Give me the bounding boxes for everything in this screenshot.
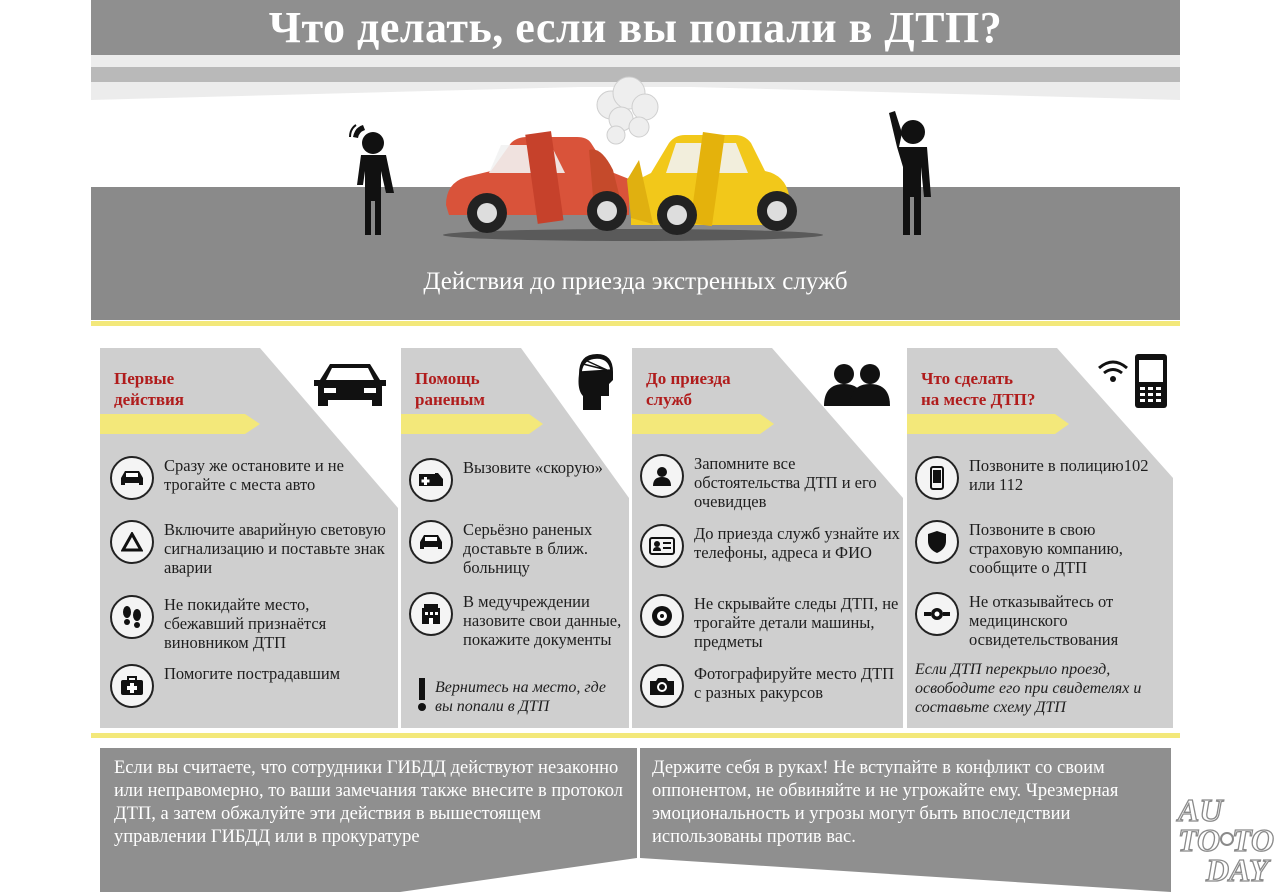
panel-title: До приезда служб	[646, 369, 731, 409]
people-icon	[822, 358, 892, 406]
shield-icon	[915, 520, 959, 564]
list-item: Серьёзно раненых доставьте в ближ. больницу	[409, 520, 624, 577]
yellow-divider-bottom	[91, 733, 1180, 738]
list-item: Помогите пострадавшим	[110, 664, 390, 708]
list-item: Фотографируйте место ДТП с разных ракурсов	[640, 664, 900, 708]
warning-triangle-icon	[110, 520, 154, 564]
clear-road-note: Если ДТП перекрыло проезд, освободите его при свидетелях и составьте схему ДТП	[915, 661, 1142, 716]
panel-before-services	[632, 348, 903, 728]
person-icon	[640, 454, 684, 498]
camera-icon	[640, 664, 684, 708]
yellow-divider-top	[91, 321, 1180, 326]
list-item: Позвоните в полицию102 или 112	[915, 456, 1171, 500]
panel-title: Помощь раненым	[415, 369, 485, 409]
bandaged-head-icon	[573, 350, 615, 410]
panel-title: Первые действия	[114, 369, 185, 409]
footprints-icon	[110, 595, 154, 639]
ambulance-icon	[409, 458, 453, 502]
bottom-left-text: Если вы считаете, что сотрудники ГИБДД действуют незаконно или неправомерно, то ваши замечания также внесите в протокол ДТП, а затем обжалуйте эти действия в вышестоящем управлении ГИБДД или в прокуратуре	[114, 758, 623, 847]
tire-icon	[640, 594, 684, 638]
car-front-icon	[312, 358, 388, 410]
car-icon	[409, 520, 453, 564]
hero-subtitle: Действия до приезда экстренных служб	[423, 268, 848, 295]
return-note: Вернитесь на место, где вы попали в ДТП	[435, 679, 606, 715]
breathalyzer-icon	[915, 592, 959, 636]
list-item: Не покидайте место, сбежавший признаётся виновником ДТП	[110, 595, 390, 652]
id-card-icon	[640, 524, 684, 568]
list-item: Включите аварийную световую сигнализацию и поставьте знак аварии	[110, 520, 390, 577]
page-title: Что делать, если вы попали в ДТП?	[268, 3, 1003, 52]
car-icon	[110, 456, 154, 500]
list-item: Запомните все обстоятельства ДТП и его очевидцев	[640, 454, 900, 511]
panel-first-actions	[100, 348, 398, 728]
smartphone-icon	[915, 456, 959, 500]
list-item: Сразу же остановите и не трогайте с места авто	[110, 456, 390, 500]
list-item: Не скрывайте следы ДТП, не трогайте детали машины, предметы	[640, 594, 900, 651]
exclamation-icon	[415, 678, 429, 712]
panel-title: Что сделать на месте ДТП?	[921, 369, 1036, 409]
list-item: Не отказывайтесь от медицинского освидетельствования	[915, 592, 1171, 649]
panel-what-to-do	[907, 348, 1173, 728]
list-item: Позвоните в свою страховую компанию, сообщите о ДТП	[915, 520, 1171, 577]
autotoday-logo: AU TO TO DAY	[1178, 792, 1275, 888]
crashed-cars-icon	[443, 77, 823, 241]
list-item: До приезда служб узнайте их телефоны, адреса и ФИО	[640, 524, 900, 568]
hospital-building-icon	[409, 592, 453, 636]
bottom-right-text: Держите себя в руках! Не вступайте в конфликт со своим оппонентом, не обвиняйте и не угрожайте ему. Чрезмерная эмоциональность и угрозы могут быть впоследствии использованы против вас.	[652, 758, 1119, 847]
first-aid-kit-icon	[110, 664, 154, 708]
panel-help-injured	[401, 348, 629, 728]
list-item: Вызовите «скорую»	[409, 458, 624, 502]
phone-wifi-icon	[1095, 352, 1169, 410]
list-item: В медучреждении назовите свои данные, покажите документы	[409, 592, 624, 649]
